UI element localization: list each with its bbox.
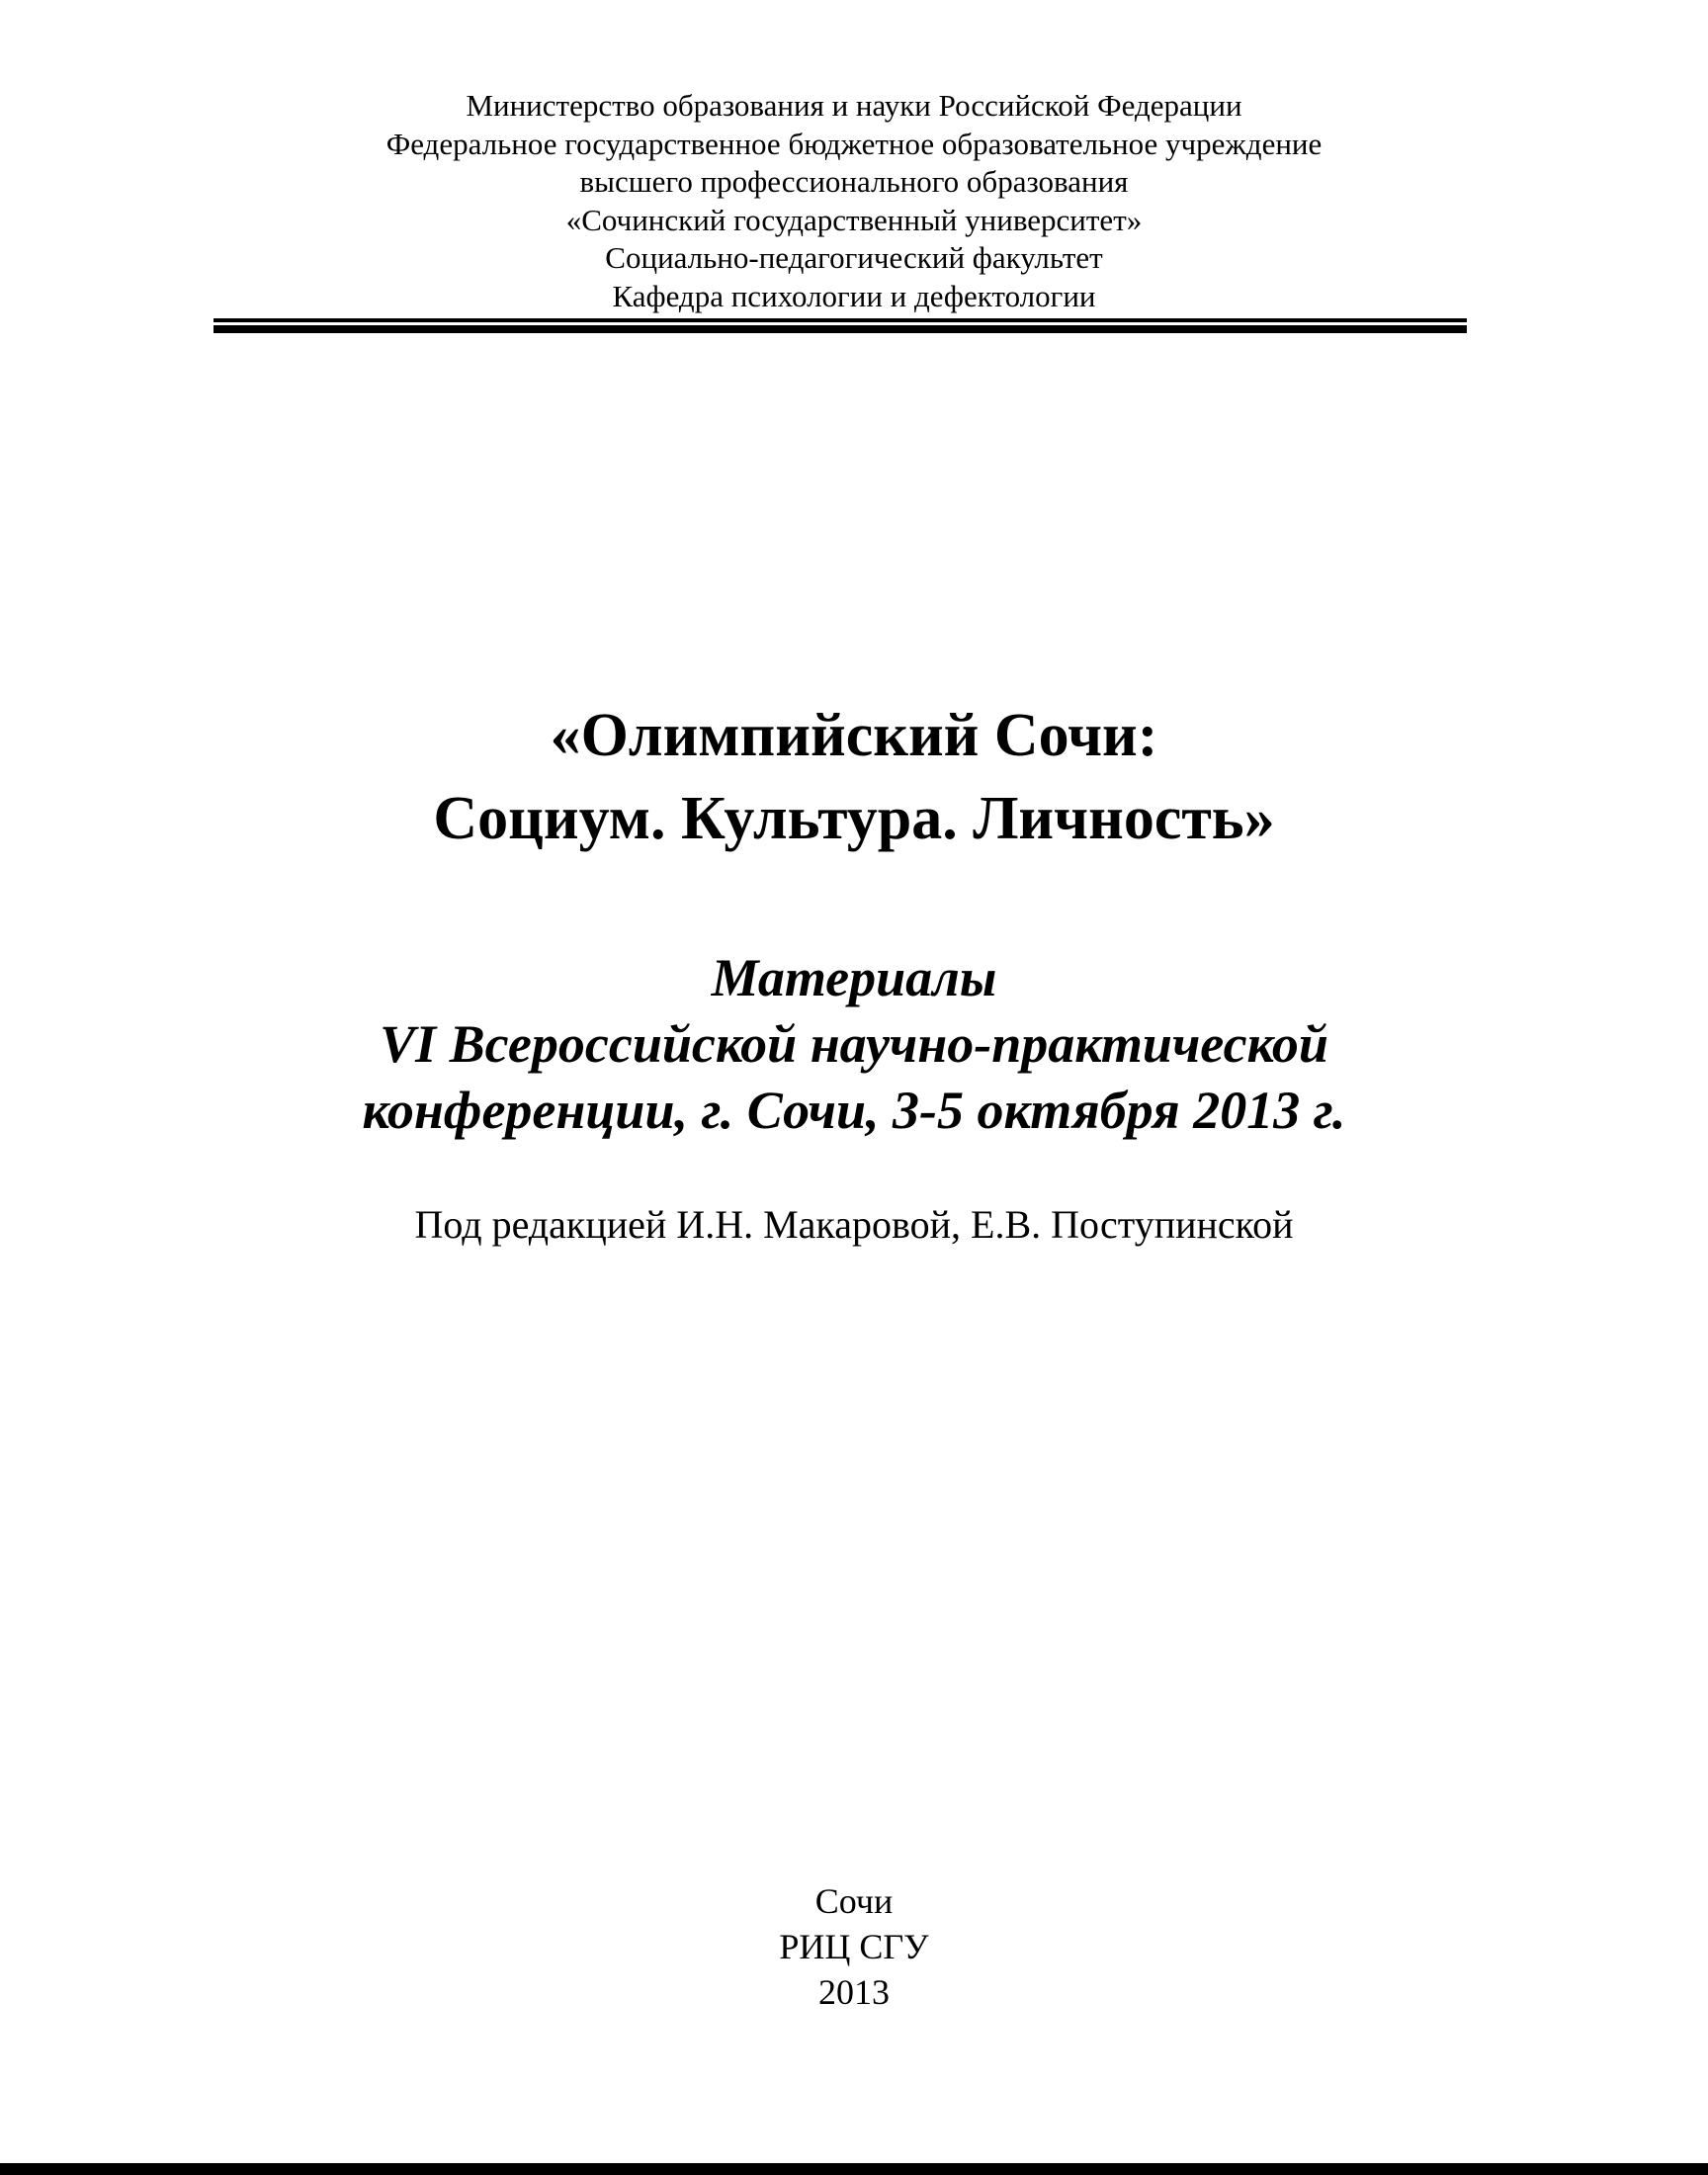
document-title [0,694,1708,860]
imprint-year: 2013 [818,1972,890,2012]
materials-line-3: конференции, г. Сочи, 3-5 октября 2013 г. [362,1081,1346,1140]
institution-header [0,87,1708,315]
materials-line-2: VI Всероссийской научно-практической [380,1014,1328,1074]
university-name-line: «Сочинский государственный университет» [565,202,1143,237]
title-line-1: «Олимпийский Сочи: [550,702,1158,769]
ministry-line: Министерство образования и науки Российской Федерации [466,88,1242,123]
editors-line: Под редакцией И.Н. Макаровой, Е.В. Поступинской [414,1202,1294,1247]
education-level-line: высшего профессионального образования [579,164,1129,199]
department-line: Кафедра психологии и дефектологии [612,278,1096,313]
header-divider-thin [214,318,1467,322]
page-bottom-border [0,2163,1708,2175]
materials-line-1: Материалы [711,948,997,1007]
institution-type-line: Федеральное государственное бюджетное образовательное учреждение [385,126,1323,161]
imprint-publisher: РИЦ СГУ [779,1927,929,1966]
imprint [0,1878,1708,2015]
conference-materials-subtitle [0,945,1708,1144]
header-divider-thick [214,325,1467,333]
title-line-2: Социум. Культура. Личность» [433,785,1275,852]
imprint-city: Сочи [814,1881,894,1921]
faculty-line: Социально-педагогический факультет [605,240,1103,275]
